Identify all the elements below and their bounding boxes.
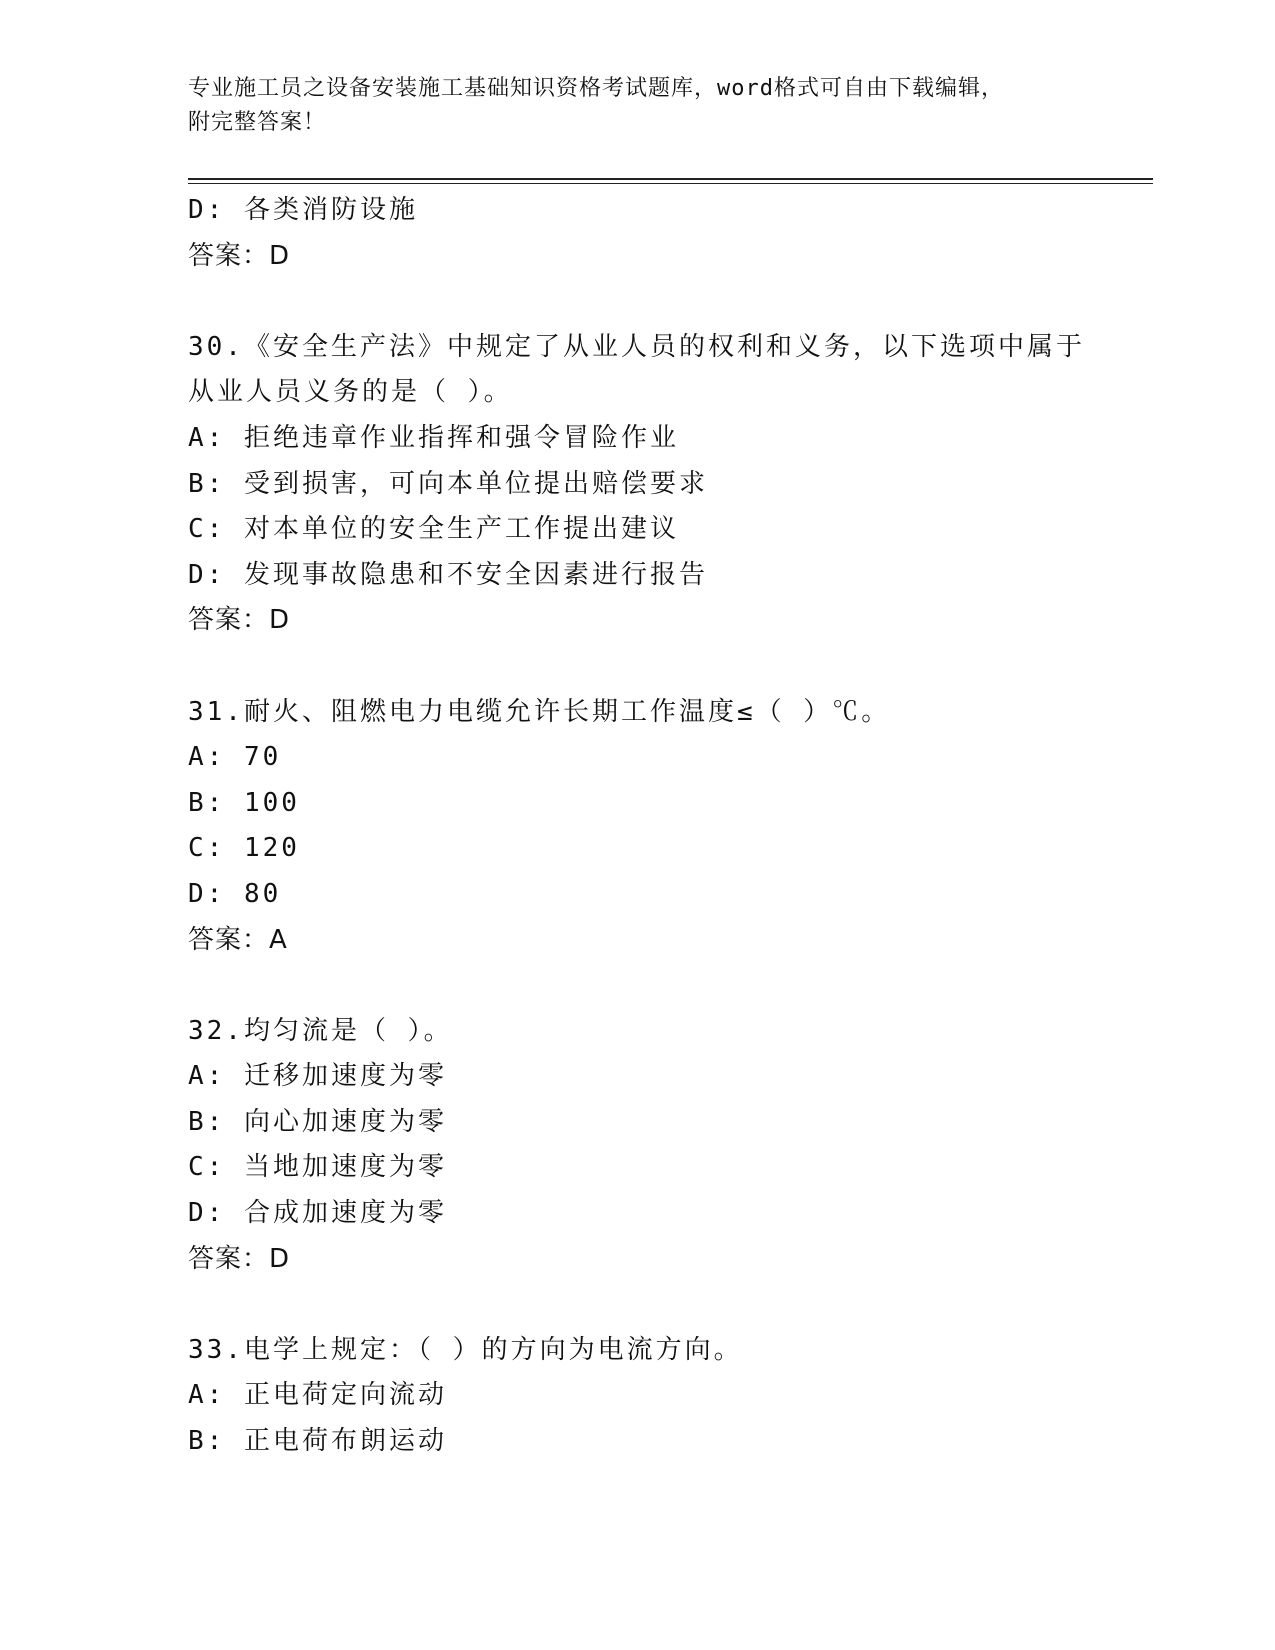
option-a: A: 拒绝违章作业指挥和强令冒险作业 (188, 422, 679, 453)
spacer (188, 1282, 1153, 1328)
question-32 (188, 1009, 1153, 1283)
option-b: B: 100 (188, 787, 300, 818)
option-b: B: 向心加速度为零 (188, 1106, 447, 1137)
question-stem: 31.耐火、阻燃电力电缆允许长期工作温度≤（ ）℃。 (188, 696, 891, 727)
header-line-2: 附完整答案！ (188, 110, 327, 135)
question-stem: 30.《安全生产法》中规定了从业人员的权利和义务，以下选项中属于 (188, 331, 1085, 362)
option-a: A: 迁移加速度为零 (188, 1061, 447, 1092)
spacer (188, 279, 1153, 325)
spacer (188, 963, 1153, 1009)
question-stem: 32.均匀流是（ ）。 (188, 1015, 453, 1046)
option-a: A: 70 (188, 742, 282, 773)
option-b: B: 受到损害，可向本单位提出赔偿要求 (188, 468, 708, 499)
question-list (188, 188, 1153, 1465)
answer: 答案：A (188, 924, 288, 955)
option-c: C: 120 (188, 833, 300, 864)
option-d: D: 80 (188, 878, 282, 909)
continued-answer: 答案：D (188, 240, 291, 271)
header-divider-thick (188, 178, 1153, 180)
option-b: B: 正电荷布朗运动 (188, 1426, 447, 1457)
document-header (188, 72, 1088, 140)
option-d: D: 合成加速度为零 (188, 1198, 447, 1229)
answer: 答案：D (188, 605, 291, 636)
question-30 (188, 325, 1153, 644)
header-divider-thin (188, 183, 1153, 184)
option-c: C: 对本单位的安全生产工作提出建议 (188, 514, 679, 545)
continued-option-d: D: 各类消防设施 (188, 195, 418, 225)
question-stem: 33.电学上规定：（ ）的方向为电流方向。 (188, 1334, 743, 1365)
question-31 (188, 690, 1153, 964)
option-d: D: 发现事故隐患和不安全因素进行报告 (188, 559, 708, 590)
option-c: C: 当地加速度为零 (188, 1152, 447, 1183)
header-line-1: 专业施工员之设备安装施工基础知识资格考试题库，word格式可自由下载编辑， (188, 76, 1004, 101)
option-a: A: 正电荷定向流动 (188, 1380, 447, 1411)
question-stem-continued: 从业人员义务的是（ ）。 (188, 377, 513, 408)
spacer (188, 644, 1153, 690)
question-33 (188, 1328, 1153, 1465)
answer: 答案：D (188, 1243, 291, 1274)
